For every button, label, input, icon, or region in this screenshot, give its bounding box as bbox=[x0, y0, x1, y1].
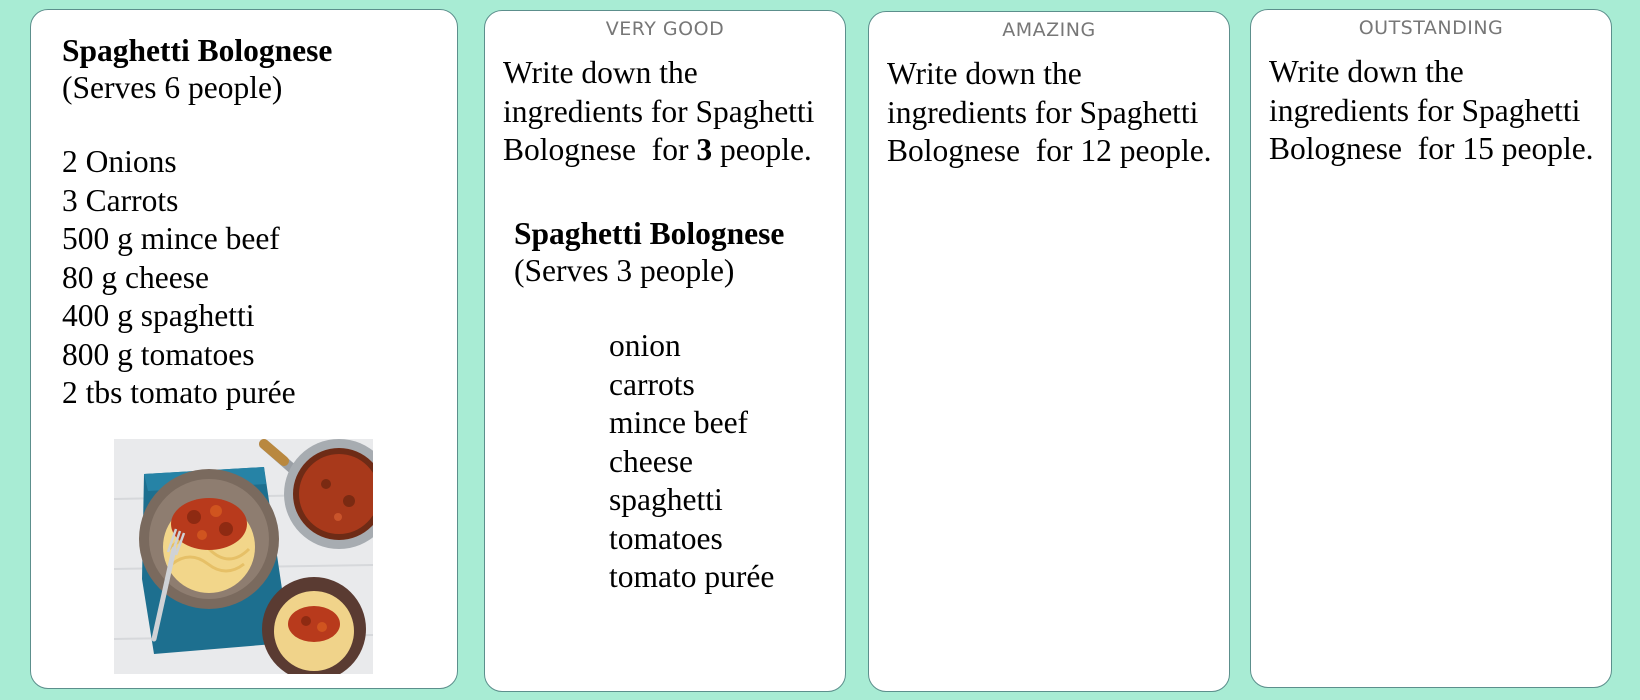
task-text: people. bbox=[712, 132, 812, 167]
ingredient-item: spaghetti bbox=[609, 482, 723, 517]
level-label: OUTSTANDING bbox=[1358, 17, 1504, 39]
recipe-card bbox=[30, 9, 458, 689]
task-line: Write down the bbox=[1269, 54, 1464, 89]
task-instructions bbox=[887, 55, 1217, 171]
task-line: ingredients for Spaghetti bbox=[503, 93, 815, 129]
ingredient-list bbox=[609, 327, 774, 597]
spaghetti-bolognese-photo bbox=[114, 439, 373, 674]
ingredient-item: tomatoes bbox=[609, 520, 723, 556]
ingredient-item: 500 g mince beef bbox=[62, 221, 280, 256]
ingredient-item: 2 Onions bbox=[62, 144, 177, 179]
task-line: Write down the bbox=[887, 56, 1082, 91]
ingredient-item: cheese bbox=[609, 443, 693, 479]
task-line: ingredients for Spaghetti bbox=[887, 94, 1199, 130]
task-line: Bolognese for 15 people. bbox=[1269, 131, 1594, 166]
task-instructions bbox=[1269, 53, 1599, 169]
ingredient-item: 3 Carrots bbox=[62, 182, 179, 218]
ingredient-item: 400 g spaghetti bbox=[62, 298, 255, 333]
task-line: Bolognese for 12 people. bbox=[887, 133, 1212, 168]
ingredient-item: mince beef bbox=[609, 405, 749, 440]
level-label: VERY GOOD bbox=[605, 18, 725, 40]
recipe-serves: (Serves 3 people) bbox=[514, 253, 735, 288]
task-card-outstanding bbox=[1250, 9, 1612, 688]
ingredient-item: tomato purée bbox=[609, 559, 775, 594]
task-line: ingredients for Spaghetti bbox=[1269, 92, 1581, 128]
recipe-serves: (Serves 6 people) bbox=[62, 70, 283, 105]
recipe-title: Spaghetti Bolognese bbox=[514, 216, 785, 251]
task-card-amazing bbox=[868, 11, 1230, 692]
recipe-title: Spaghetti Bolognese bbox=[62, 33, 333, 68]
ingredient-item: 2 tbs tomato purée bbox=[62, 375, 296, 410]
task-instructions bbox=[503, 54, 833, 170]
ingredient-item: carrots bbox=[609, 366, 695, 402]
people-count: 3 bbox=[696, 132, 713, 167]
ingredient-list bbox=[62, 143, 296, 413]
level-label: AMAZING bbox=[1002, 19, 1096, 41]
ingredient-item: 800 g tomatoes bbox=[62, 336, 255, 372]
task-line: Write down the bbox=[503, 55, 698, 90]
task-card-very-good bbox=[484, 10, 846, 692]
ingredient-item: 80 g cheese bbox=[62, 259, 209, 295]
ingredient-item: onion bbox=[609, 328, 681, 363]
task-line bbox=[503, 131, 833, 170]
task-text: Bolognese for bbox=[503, 132, 697, 167]
